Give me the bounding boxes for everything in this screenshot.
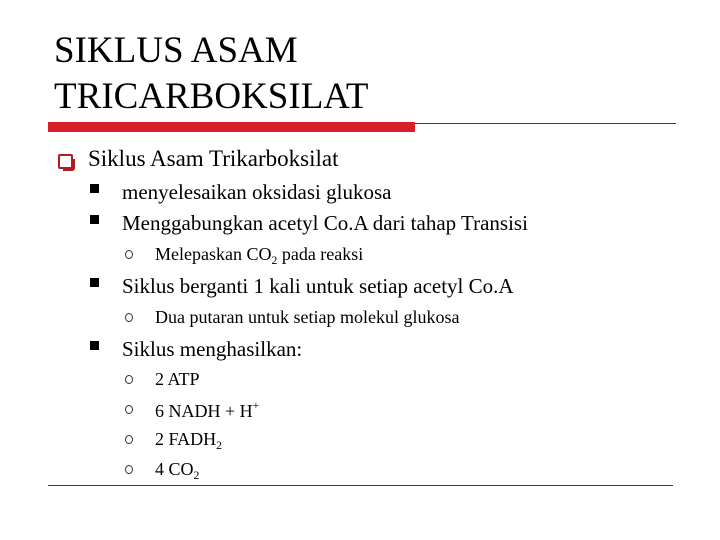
square-bullet-icon [90,181,99,198]
square-bullet-icon [90,338,99,355]
circle-bullet-icon [125,463,133,478]
circle-bullet-icon [125,433,133,448]
title-line-2: TRICARBOKSILAT [54,76,369,117]
square-bullet-icon [90,212,99,229]
circle-bullet-icon [125,311,133,326]
slide-title [54,28,369,120]
sub-item-text: 2 ATP [155,369,200,389]
title-line-1: SIKLUS ASAM [54,30,298,71]
checkbox-bullet-icon [58,149,73,175]
sub-item-text: 2 $FADH_2$ [155,429,223,452]
sub-item-text: Dua putaran untuk setiap molekul glukosa [155,307,460,327]
circle-bullet-icon [125,248,133,263]
footer-divider [48,485,673,486]
sub-item-text: 4 $CO_2$ [155,459,200,482]
item-text: Menggabungkan acetyl Co.A dari tahap Transisi [122,211,528,235]
item-text: Siklus berganti 1 kali untuk setiap acetyl Co.A [122,274,514,298]
circle-bullet-icon [125,373,133,388]
title-divider-thick [48,122,415,132]
circle-bullet-icon [125,403,133,418]
item-text: Siklus menghasilkan: [122,337,303,361]
item-text: menyelesaikan oksidasi glukosa [122,180,392,204]
sub-item-text: Melepaskan $CO_2$ pada reaksi [155,244,364,267]
square-bullet-icon [90,275,99,292]
main-bullet-label: Siklus Asam Trikarboksilat [88,146,339,171]
sub-item-text: 6 NADH + H+ [155,399,260,421]
